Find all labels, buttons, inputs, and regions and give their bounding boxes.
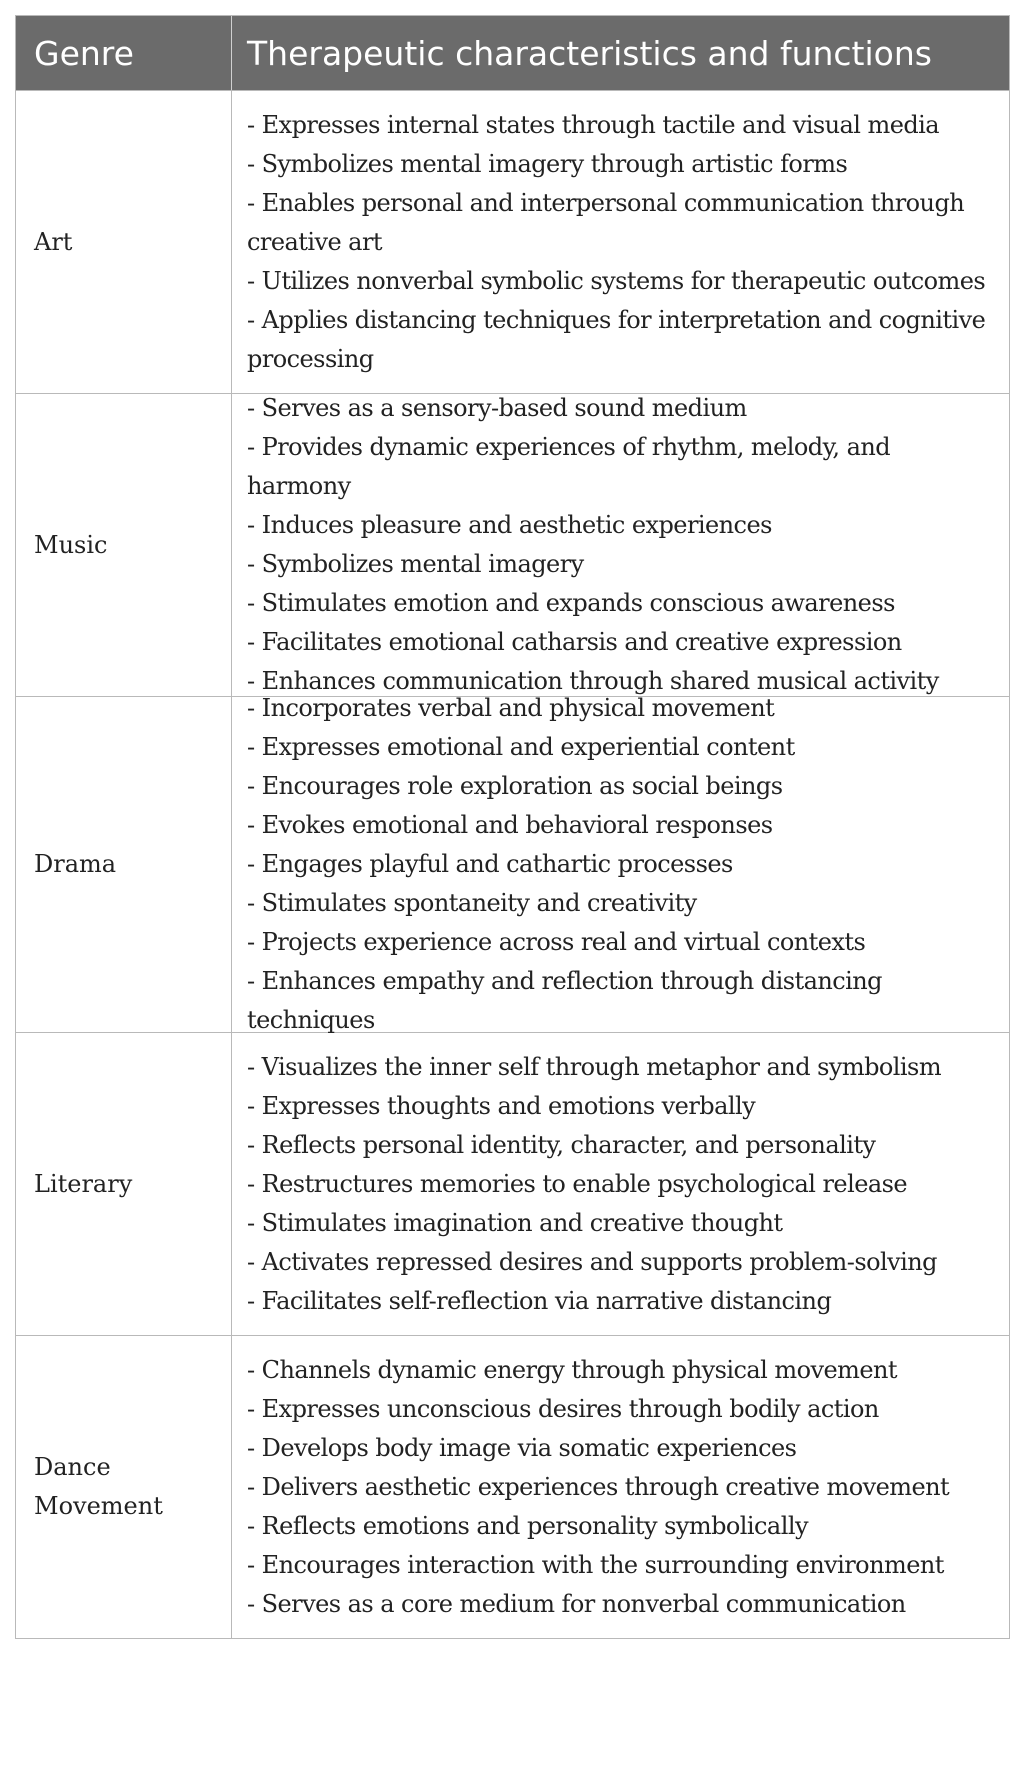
list-item: - Encourages interaction with the surrounding environment xyxy=(247,1550,944,1579)
genre-label: Drama xyxy=(34,850,117,878)
list-item: - Symbolizes mental imagery xyxy=(247,550,584,578)
list-item: - Restructures memories to enable psychological release xyxy=(247,1169,908,1198)
list-item: - Serves as a core medium for nonverbal communication xyxy=(247,1589,906,1618)
table-row-literary xyxy=(16,1032,1009,1335)
list-item: - Stimulates imagination and creative thought xyxy=(247,1208,783,1237)
list-item: - Reflects emotions and personality symbolically xyxy=(247,1511,808,1540)
therapy-genres-table xyxy=(15,15,1010,1639)
characteristics-cell xyxy=(232,394,1009,696)
table-row-art xyxy=(16,90,1009,393)
list-item: - Visualizes the inner self through metaphor and symbolism xyxy=(247,1052,942,1081)
characteristics-cell xyxy=(232,1336,1009,1638)
list-item: - Induces pleasure and aesthetic experiences xyxy=(247,511,772,539)
list-item: - Expresses internal states through tactile and visual media xyxy=(247,110,940,139)
characteristics-cell xyxy=(232,694,1009,1034)
list-item: - Expresses emotional and experiential content xyxy=(247,733,795,761)
list-item: - Reflects personal identity, character, and personality xyxy=(247,1130,876,1159)
list-item: - Stimulates spontaneity and creativity xyxy=(247,889,697,917)
list-item: - Channels dynamic energy through physical movement xyxy=(247,1355,898,1384)
list-item: - Delivers aesthetic experiences through creative movement xyxy=(247,1472,950,1501)
genre-cell xyxy=(16,1033,232,1335)
list-item: - Utilizes nonverbal symbolic systems for therapeutic outcomes xyxy=(247,266,986,295)
table-row-music xyxy=(16,393,1009,696)
characteristics-list xyxy=(247,389,995,701)
list-item: - Expresses unconscious desires through bodily action xyxy=(247,1394,879,1423)
list-item: - Serves as a sensory-based sound medium xyxy=(247,394,747,422)
list-item: - Incorporates verbal and physical movement xyxy=(247,694,775,722)
list-item: - Facilitates self-reflection via narrative distancing xyxy=(247,1286,832,1315)
list-item: - Stimulates emotion and expands conscious awareness xyxy=(247,589,895,617)
characteristics-list xyxy=(247,689,995,1040)
header-characteristics: Therapeutic characteristics and functions xyxy=(247,33,932,73)
table-row-drama xyxy=(16,696,1009,1032)
list-item: - Applies distancing techniques for interpretation and cognitive processing xyxy=(247,305,986,373)
list-item: - Symbolizes mental imagery through artistic forms xyxy=(247,149,848,178)
genre-label: Music xyxy=(34,530,108,559)
characteristics-list xyxy=(247,1351,949,1624)
list-item: - Facilitates emotional catharsis and creative expression xyxy=(247,628,902,656)
list-item: - Encourages role exploration as social beings xyxy=(247,772,783,800)
list-item: - Enhances empathy and reflection through distancing techniques xyxy=(247,967,882,1034)
genre-cell xyxy=(16,1336,232,1638)
genre-label: Dance Movement xyxy=(34,1453,163,1520)
characteristics-list xyxy=(247,1048,941,1321)
genre-cell xyxy=(16,697,232,1032)
list-item: - Expresses thoughts and emotions verbally xyxy=(247,1091,756,1120)
characteristics-cell xyxy=(232,91,1009,393)
list-item: - Provides dynamic experiences of rhythm, melody, and harmony xyxy=(247,433,891,500)
genre-cell xyxy=(16,394,232,696)
list-item: - Develops body image via somatic experiences xyxy=(247,1433,797,1462)
list-item: - Enables personal and interpersonal communication through creative art xyxy=(247,188,965,256)
genre-label: Literary xyxy=(34,1169,133,1198)
table-header-row xyxy=(16,16,1009,90)
genre-cell xyxy=(16,91,232,393)
table-row-dance-movement xyxy=(16,1335,1009,1638)
characteristics-cell xyxy=(232,1033,1009,1335)
list-item: - Projects experience across real and virtual contexts xyxy=(247,928,866,956)
list-item: - Activates repressed desires and supports problem-solving xyxy=(247,1247,937,1276)
genre-label: Art xyxy=(34,227,73,256)
list-item: - Engages playful and cathartic processes xyxy=(247,850,733,878)
list-item: - Enhances communication through shared musical activity xyxy=(247,667,939,695)
list-item: - Evokes emotional and behavioral responses xyxy=(247,811,773,839)
header-genre: Genre xyxy=(16,16,232,90)
characteristics-list xyxy=(247,106,995,379)
